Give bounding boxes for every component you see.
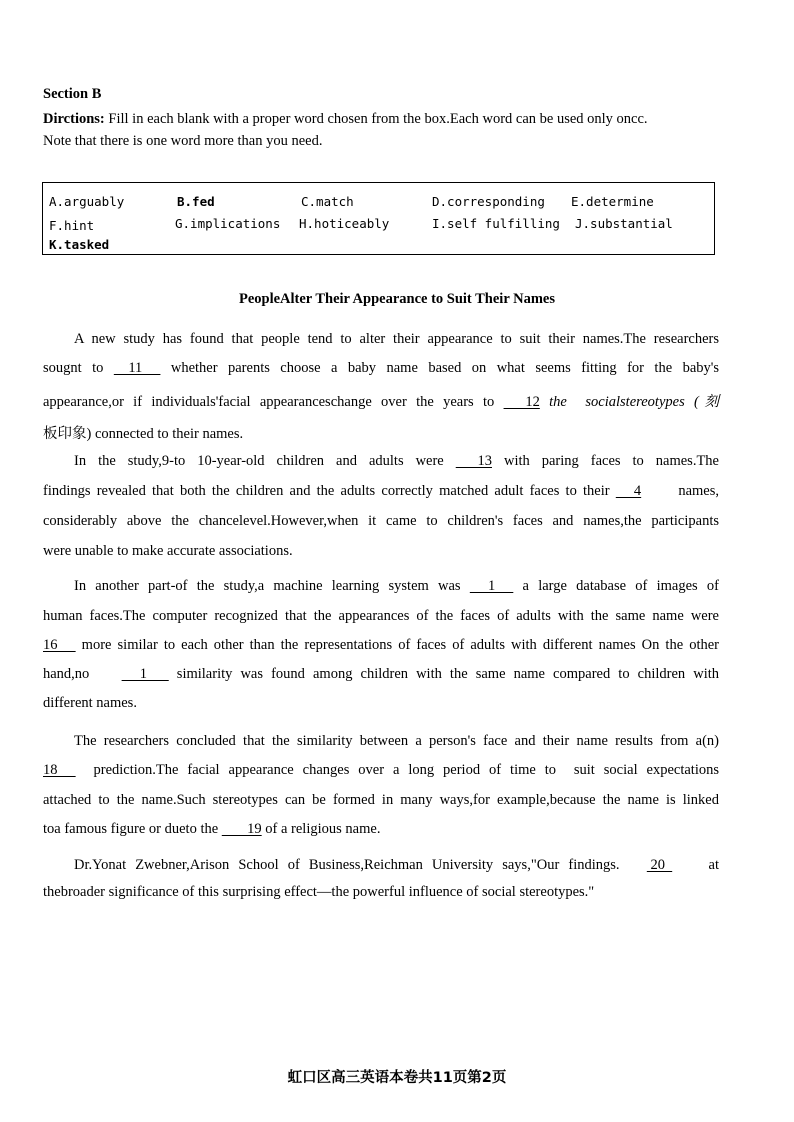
p4-line-3: attached to the name.Such stereotypes can be formed in many ways,for example,because the name is linked [43,792,719,808]
p3-text: similarity was found among children with the same name compared to children with [168,666,719,682]
blank-20[interactable]: 20 [646,857,673,873]
p4-line-4 [43,821,380,838]
p2-line-3: considerably above the chancelevel.However,when it came to children's faces and names,the participants [43,513,719,529]
p5-text: at [672,857,720,873]
blank-15[interactable]: 1 [469,578,514,594]
blank-19[interactable]: 19 [221,821,262,837]
blank-11[interactable]: 11 [113,360,161,376]
option-e: E.determine [571,194,654,209]
option-b: B.fed [177,194,215,209]
p2-line-4: were unable to make accurate associations. [43,543,293,559]
p5-line-1 [74,857,719,874]
p1-line-3 [43,390,719,411]
passage-title: PeopleAlter Their Appearance to Suit Their Names [238,291,556,307]
blank-18[interactable]: 18 [43,762,76,778]
p3-text: more similar to each other than the representations of faces of adults with different names On the other [75,637,719,653]
p3-line-5: different names. [43,695,137,711]
p2-line-2 [43,483,719,500]
option-g: G.implications [175,216,281,231]
p3-text: In another part-of the study,a machine learning system was [74,578,470,594]
blank-12[interactable]: 12 [503,394,540,410]
p3-text: hand,no [43,666,122,682]
p3-line-4 [43,666,719,683]
p1-text: sougnt to [43,360,114,376]
p1-text: whether parents choose a baby name based on what seems fitting for the baby's [160,360,720,376]
p5-line-2: thebroader significance of this surprising effect—the powerful influence of social stereotypes." [43,884,595,900]
p2-line-1 [74,453,719,470]
p3-line-1 [74,578,719,595]
section-heading: Section B [43,86,102,102]
p1-line-2 [43,360,719,377]
p2-text: names, [641,483,719,499]
p3-line-2: human faces.The computer recognized that the appearances of the faces of adults with the same name were [43,608,719,624]
p1-line-4: 板印象) connected to their names. [43,426,244,442]
blank-14[interactable]: 4 [615,483,642,499]
p4-text: toa famous figure or dueto the [43,821,222,837]
directions-line-1: Fill in each blank with a proper word chosen from the box.Each word can be used only oncc. [104,111,648,127]
directions-label: Dirctions: [43,111,105,127]
p1-text: appearance,or if individuals'facial appearanceschange over the years to [43,394,504,410]
word-box [42,182,715,255]
p1-line-1: A new study has found that people tend to alter their appearance to suit their names.The researchers [74,331,719,347]
p3-line-3 [43,637,719,654]
p4-text: of a religious name. [261,821,381,837]
p4-line-2 [43,762,719,779]
option-h: H.hoticeably [299,216,390,231]
blank-17[interactable]: 1 [121,666,169,682]
p4-text: prediction.The facial appearance changes over a long period of time to suit social expectations [75,762,719,778]
p5-text: Dr.Yonat Zwebner,Arison School of Business,Reichman University says,"Our findings. [74,857,647,873]
directions-line-2: Note that there is one word more than you need. [43,133,323,149]
p2-text: In the study,9-to 10-year-old children and adults were [74,453,456,469]
option-c: C.match [301,194,354,209]
blank-16[interactable]: 16 [43,637,76,653]
option-i: I.self fulfilling [432,216,560,231]
p2-text: with paring faces to names.The [491,453,719,469]
page-footer: 虹口区高三英语本卷共11页第2页 [287,1070,507,1086]
option-a: A.arguably [49,194,125,209]
p1-text: the socialstereotypes (刻 [539,394,719,410]
p4-line-1: The researchers concluded that the similarity between a person's face and their name results from a(n) [74,733,719,749]
option-f: F.hint [49,218,95,233]
directions [43,108,723,152]
p3-text: a large database of images of [513,578,720,594]
option-k: K.tasked [49,237,110,252]
option-j: J.substantial [575,216,673,231]
p2-text: findings revealed that both the children and the adults correctly matched adult faces to their [43,483,616,499]
blank-13[interactable]: 13 [455,453,492,469]
option-d: D.corresponding [432,194,545,209]
